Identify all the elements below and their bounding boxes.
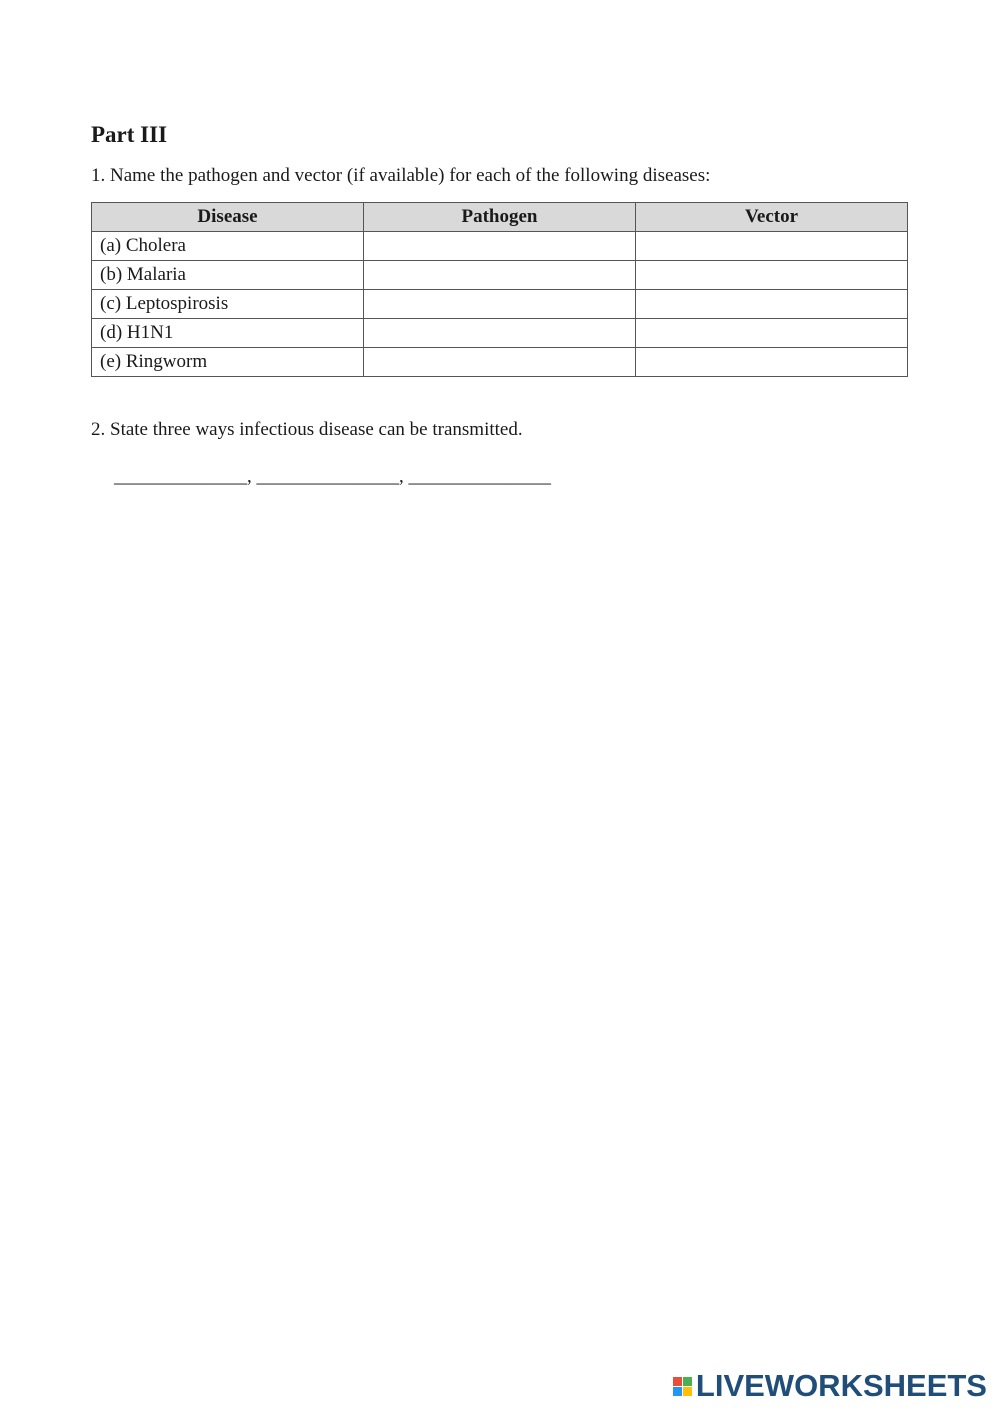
disease-table [91,202,908,377]
answer-blanks[interactable]: ______________, _______________, _______________ [114,466,551,487]
table-header-row [92,203,908,232]
disease-cell: (b) Malaria [92,261,364,290]
page-heading: Part III [91,122,168,147]
liveworksheets-brand [673,1369,987,1403]
disease-cell: (d) H1N1 [92,319,364,348]
question-1-text: 1. Name the pathogen and vector (if available) for each of the following diseases: [91,165,711,186]
pathogen-answer-cell[interactable] [364,348,636,377]
vector-answer-cell[interactable] [636,290,908,319]
table-row [92,290,908,319]
vector-answer-cell[interactable] [636,232,908,261]
pathogen-answer-cell[interactable] [364,232,636,261]
disease-cell: (a) Cholera [92,232,364,261]
pathogen-answer-cell[interactable] [364,319,636,348]
vector-answer-cell[interactable] [636,348,908,377]
header-pathogen: Pathogen [364,203,636,232]
table-row [92,319,908,348]
table-row [92,348,908,377]
brand-name: LIVEWORKSHEETS [695,1368,987,1403]
question-2-text: 2. State three ways infectious disease can be transmitted. [91,419,523,440]
pathogen-answer-cell[interactable] [364,261,636,290]
header-disease: Disease [92,203,364,232]
header-vector: Vector [636,203,908,232]
liveworksheets-logo-icon [673,1377,692,1396]
table-row [92,261,908,290]
table-row [92,232,908,261]
pathogen-answer-cell[interactable] [364,290,636,319]
disease-cell: (c) Leptospirosis [92,290,364,319]
vector-answer-cell[interactable] [636,261,908,290]
disease-cell: (e) Ringworm [92,348,364,377]
vector-answer-cell[interactable] [636,319,908,348]
